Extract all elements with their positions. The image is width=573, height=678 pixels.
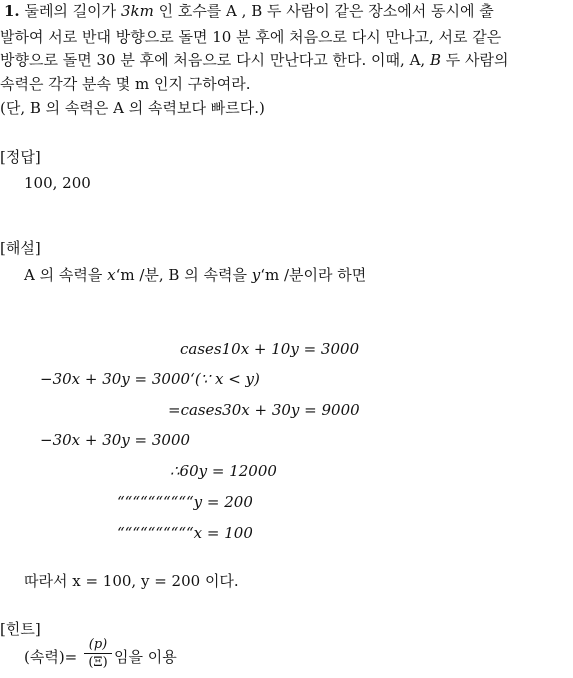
explanation-text: A 의 속력을	[24, 266, 108, 284]
equation-7: ““““““““““x = 100	[117, 524, 253, 542]
hint-fraction	[84, 638, 112, 669]
question-text: 인 호수를 A , B 두 사람이 같은 장소에서 동시에 출	[153, 2, 494, 20]
question-line-2: 발하여 서로 반대 방향으로 돌면 10 분 후에 처음으로 다시 만나고, 서로 같은	[0, 28, 502, 46]
equation-5: ∴60y = 12000	[170, 462, 277, 480]
question-text: 둘레의 길이가	[24, 2, 121, 20]
explanation-heading: [해설]	[0, 239, 41, 257]
explanation-text: ‘m /분, B 의 속력을	[115, 266, 252, 284]
explanation-intro	[24, 268, 366, 283]
explanation-conclusion: 따라서 x = 100, y = 200 이다.	[24, 572, 239, 590]
equation-2: −30x + 30y = 3000‘(∵ x < y)	[40, 370, 260, 388]
question-number: 1.	[4, 2, 20, 20]
equation-1: cases10x + 10y = 3000	[180, 340, 360, 358]
question-text: 방향으로 돌면 30 분 후에 처음으로 다시 만난다고 한다. 이때, A,	[0, 51, 430, 69]
fraction-bar	[84, 653, 112, 654]
question-text: 두 사람의	[440, 51, 509, 69]
math-b: B	[429, 51, 441, 69]
fraction-numerator: (p)	[88, 637, 108, 652]
question-line-1	[4, 4, 494, 19]
question-line-4: 속력은 각각 분속 몇 m 인지 구하여라.	[0, 75, 251, 93]
explanation-text: ‘m /분이라 하면	[260, 266, 367, 284]
answer-heading: [정답]	[0, 148, 41, 166]
equation-3: =cases30x + 30y = 9000	[168, 401, 360, 419]
var-y: y	[251, 266, 261, 284]
fraction-denominator: (Ξ)	[88, 655, 108, 670]
equation-6: ““““““““““y = 200	[117, 493, 253, 511]
question-line-3	[0, 53, 508, 68]
hint-suffix: 임을 이용	[114, 648, 177, 666]
math-distance: 3km	[120, 2, 154, 20]
question-line-5: (단, B 의 속력은 A 의 속력보다 빠르다.)	[0, 99, 265, 117]
hint-speed-label: (속력)=	[24, 648, 78, 666]
var-x: x	[107, 266, 116, 284]
hint-heading: [힌트]	[0, 620, 41, 638]
equation-4: −30x + 30y = 3000	[40, 431, 191, 449]
answer-value: 100, 200	[24, 174, 91, 192]
